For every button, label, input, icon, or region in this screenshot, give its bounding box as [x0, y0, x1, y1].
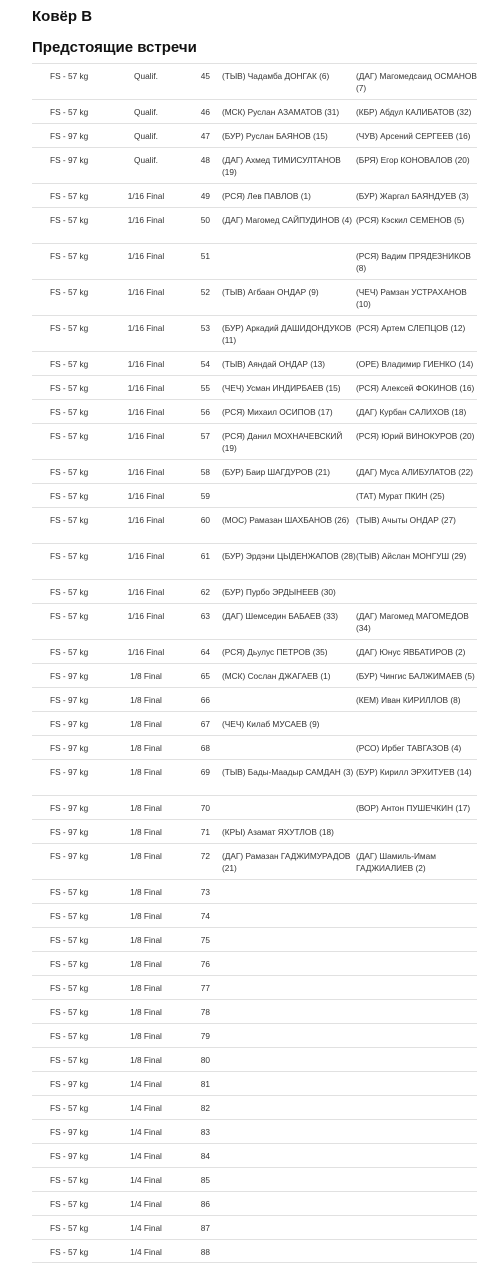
bout-number: 51: [200, 251, 210, 261]
bout-number: 70: [200, 803, 210, 813]
bout-number: 79: [200, 1031, 210, 1041]
weight-category: FS - 57 kg: [50, 107, 89, 117]
red-corner-athlete: (РСЯ) Михаил ОСИПОВ (17): [222, 407, 333, 417]
bout-row[interactable]: [32, 207, 477, 243]
bout-round: 1/4 Final: [130, 1175, 162, 1185]
bout-row[interactable]: [32, 1095, 477, 1119]
bout-round: 1/4 Final: [130, 1103, 162, 1113]
bout-row[interactable]: [32, 99, 477, 123]
bout-row[interactable]: [32, 579, 477, 603]
blue-corner-athlete: (РСО) Ирбег ТАВГАЗОВ (4): [356, 743, 462, 753]
bout-round: 1/16 Final: [127, 431, 165, 441]
bout-number: 61: [200, 551, 210, 561]
bout-row[interactable]: [32, 687, 477, 711]
bout-row[interactable]: [32, 1191, 477, 1215]
blue-corner-athlete: (БУР) Чингис БАЛЖИМАЕВ (5): [356, 671, 475, 681]
red-corner-athlete: (ДАГ) Шемседин БАБАЕВ (33): [222, 611, 339, 621]
bout-row[interactable]: [32, 375, 477, 399]
bout-number: 67: [200, 719, 210, 729]
bout-round: 1/16 Final: [127, 611, 165, 621]
bout-number: 50: [200, 215, 210, 225]
weight-category: FS - 57 kg: [50, 587, 89, 597]
weight-category: FS - 97 kg: [50, 695, 89, 705]
bout-row[interactable]: [32, 879, 477, 903]
bout-round: 1/8 Final: [130, 887, 162, 897]
bout-number: 60: [200, 515, 210, 525]
bout-number: 83: [200, 1127, 210, 1137]
red-corner-athlete: (МСК) Руслан АЗАМАТОВ (31): [222, 107, 340, 117]
bout-round: 1/4 Final: [130, 1223, 162, 1233]
blue-corner-athlete: (ВОР) Антон ПУШЕЧКИН (17): [356, 803, 471, 813]
bout-number: 81: [200, 1079, 210, 1089]
bout-number: 58: [200, 467, 210, 477]
bout-number: 56: [200, 407, 210, 417]
red-corner-athlete: (ТЫВ) Аяндай ОНДАР (13): [222, 359, 325, 369]
red-corner-athlete: (ДАГ) Рамазан ГАДЖИМУРАДОВ (21): [222, 851, 351, 873]
weight-category: FS - 57 kg: [50, 1031, 89, 1041]
blue-corner-athlete: (ТАТ) Мурат ПКИН (25): [356, 491, 445, 501]
red-corner-athlete: (ТЫВ) Агбаан ОНДАР (9): [222, 287, 319, 297]
blue-corner-athlete: (РСЯ) Алексей ФОКИНОВ (16): [356, 383, 475, 393]
bout-round: Qualif.: [134, 71, 158, 81]
weight-category: FS - 57 kg: [50, 191, 89, 201]
upcoming-bouts-heading: Предстоящие встречи: [32, 39, 197, 56]
weight-category: FS - 57 kg: [50, 983, 89, 993]
bout-number: 65: [200, 671, 210, 681]
bout-round: 1/8 Final: [130, 911, 162, 921]
bout-row[interactable]: [32, 1239, 477, 1263]
bout-round: 1/16 Final: [127, 647, 165, 657]
bout-round: 1/8 Final: [130, 1055, 162, 1065]
weight-category: FS - 57 kg: [50, 407, 89, 417]
bout-round: 1/8 Final: [130, 959, 162, 969]
bout-round: 1/8 Final: [130, 983, 162, 993]
weight-category: FS - 57 kg: [50, 1199, 89, 1209]
bout-row[interactable]: [32, 927, 477, 951]
bout-round: 1/8 Final: [130, 851, 162, 861]
red-corner-athlete: (КРЫ) Азамат ЯХУТЛОВ (18): [222, 827, 334, 837]
weight-category: FS - 57 kg: [50, 551, 89, 561]
red-corner-athlete: (ДАГ) Ахмед ТИМИСУЛТАНОВ (19): [222, 155, 341, 177]
mat-title: Ковёр B: [32, 8, 93, 25]
weight-category: FS - 57 kg: [50, 323, 89, 333]
bout-number: 76: [200, 959, 210, 969]
bout-round: 1/8 Final: [130, 719, 162, 729]
bout-round: 1/16 Final: [127, 359, 165, 369]
blue-corner-athlete: (ДАГ) Магомедсаид ОСМАНОВ (7): [356, 71, 477, 93]
weight-category: FS - 97 kg: [50, 1151, 89, 1161]
bout-round: 1/16 Final: [127, 215, 165, 225]
bout-number: 54: [200, 359, 210, 369]
blue-corner-athlete: (ДАГ) Курбан САЛИХОВ (18): [356, 407, 467, 417]
bout-round: Qualif.: [134, 131, 158, 141]
bout-round: 1/4 Final: [130, 1127, 162, 1137]
bout-number: 87: [200, 1223, 210, 1233]
blue-corner-athlete: (РСЯ) Кэскил СЕМЕНОВ (5): [356, 215, 465, 225]
bout-number: 72: [200, 851, 210, 861]
bout-round: 1/8 Final: [130, 803, 162, 813]
bout-round: 1/8 Final: [130, 1007, 162, 1017]
bout-number: 45: [200, 71, 210, 81]
bout-number: 69: [200, 767, 210, 777]
bout-number: 71: [200, 827, 210, 837]
bout-row[interactable]: [32, 603, 477, 639]
bout-round: 1/16 Final: [127, 467, 165, 477]
bout-number: 62: [200, 587, 210, 597]
weight-category: FS - 97 kg: [50, 851, 89, 861]
red-corner-athlete: (ЧЕЧ) Килаб МУСАЕВ (9): [222, 719, 320, 729]
bout-round: 1/16 Final: [127, 251, 165, 261]
bout-round: Qualif.: [134, 107, 158, 117]
weight-category: FS - 97 kg: [50, 827, 89, 837]
bout-number: 82: [200, 1103, 210, 1113]
bout-row[interactable]: [32, 975, 477, 999]
bout-round: 1/8 Final: [130, 671, 162, 681]
bout-round: 1/16 Final: [127, 515, 165, 525]
weight-category: FS - 57 kg: [50, 1103, 89, 1113]
bout-number: 47: [200, 131, 210, 141]
bout-round: 1/4 Final: [130, 1247, 162, 1257]
bout-number: 59: [200, 491, 210, 501]
bout-round: 1/8 Final: [130, 767, 162, 777]
red-corner-athlete: (РСЯ) Дьулус ПЕТРОВ (35): [222, 647, 328, 657]
bout-row[interactable]: [32, 1023, 477, 1047]
bout-number: 77: [200, 983, 210, 993]
bout-number: 78: [200, 1007, 210, 1017]
bout-number: 46: [200, 107, 210, 117]
red-corner-athlete: (МОС) Рамазан ШАХБАНОВ (26): [222, 515, 350, 525]
weight-category: FS - 97 kg: [50, 1127, 89, 1137]
bout-number: 75: [200, 935, 210, 945]
bout-row[interactable]: [32, 903, 477, 927]
bout-row[interactable]: [32, 351, 477, 375]
blue-corner-athlete: (БРЯ) Егор КОНОВАЛОВ (20): [356, 155, 470, 165]
weight-category: FS - 57 kg: [50, 71, 89, 81]
bout-round: 1/16 Final: [127, 407, 165, 417]
red-corner-athlete: (БУР) Пурбо ЭРДЫНЕЕВ (30): [222, 587, 336, 597]
bout-round: 1/16 Final: [127, 323, 165, 333]
bout-row[interactable]: [32, 1143, 477, 1167]
bout-round: 1/4 Final: [130, 1079, 162, 1089]
bout-row[interactable]: [32, 819, 477, 843]
bout-round: 1/8 Final: [130, 827, 162, 837]
blue-corner-athlete: (БУР) Кирилл ЭРХИТУЕВ (14): [356, 767, 472, 777]
blue-corner-athlete: (ЧУВ) Арсений СЕРГЕЕВ (16): [356, 131, 471, 141]
weight-category: FS - 57 kg: [50, 467, 89, 477]
bouts-table: [32, 63, 477, 1263]
blue-corner-athlete: (БУР) Жаргал БАЯНДУЕВ (3): [356, 191, 469, 201]
bout-row[interactable]: [32, 711, 477, 735]
bout-round: 1/8 Final: [130, 743, 162, 753]
bout-number: 55: [200, 383, 210, 393]
bout-row[interactable]: [32, 243, 477, 279]
weight-category: FS - 97 kg: [50, 767, 89, 777]
bout-number: 66: [200, 695, 210, 705]
bout-row[interactable]: [32, 843, 477, 879]
blue-corner-athlete: (ДАГ) Юнус ЯВБАТИРОВ (2): [356, 647, 466, 657]
blue-corner-athlete: (ТЫВ) Айслан МОНГУШ (29): [356, 551, 467, 561]
bout-row[interactable]: [32, 147, 477, 183]
bout-row[interactable]: [32, 663, 477, 687]
bout-row[interactable]: [32, 543, 477, 579]
weight-category: FS - 57 kg: [50, 935, 89, 945]
bout-number: 73: [200, 887, 210, 897]
weight-category: FS - 97 kg: [50, 1079, 89, 1089]
blue-corner-athlete: (РСЯ) Юрий ВИНОКУРОВ (20): [356, 431, 475, 441]
bout-number: 88: [200, 1247, 210, 1257]
weight-category: FS - 97 kg: [50, 803, 89, 813]
weight-category: FS - 57 kg: [50, 431, 89, 441]
weight-category: FS - 57 kg: [50, 287, 89, 297]
weight-category: FS - 57 kg: [50, 959, 89, 969]
bout-row[interactable]: [32, 1047, 477, 1071]
bout-number: 86: [200, 1199, 210, 1209]
weight-category: FS - 57 kg: [50, 491, 89, 501]
bout-row[interactable]: [32, 1071, 477, 1095]
bout-round: 1/16 Final: [127, 587, 165, 597]
bout-row[interactable]: [32, 315, 477, 351]
bout-row[interactable]: [32, 423, 477, 459]
weight-category: FS - 57 kg: [50, 611, 89, 621]
bout-number: 49: [200, 191, 210, 201]
red-corner-athlete: (ТЫВ) Бады-Маадыр САМДАН (3): [222, 767, 354, 777]
red-corner-athlete: (ТЫВ) Чадамба ДОНГАК (6): [222, 71, 330, 81]
bout-round: 1/8 Final: [130, 695, 162, 705]
bout-round: Qualif.: [134, 155, 158, 165]
bout-row[interactable]: [32, 1167, 477, 1191]
bout-row[interactable]: [32, 795, 477, 819]
bout-row[interactable]: [32, 951, 477, 975]
bout-number: 74: [200, 911, 210, 921]
blue-corner-athlete: (КБР) Абдул КАЛИБАТОВ (32): [356, 107, 472, 117]
bout-round: 1/16 Final: [127, 191, 165, 201]
bout-row[interactable]: [32, 399, 477, 423]
bout-number: 64: [200, 647, 210, 657]
blue-corner-athlete: (РСЯ) Вадим ПРЯДЕЗНИКОВ (8): [356, 251, 471, 273]
blue-corner-athlete: (ДАГ) Магомед МАГОМЕДОВ (34): [356, 611, 469, 633]
bout-number: 57: [200, 431, 210, 441]
bout-number: 63: [200, 611, 210, 621]
bout-number: 68: [200, 743, 210, 753]
blue-corner-athlete: (ДАГ) Шамиль-Имам ГАДЖИАЛИЕВ (2): [356, 851, 436, 873]
weight-category: FS - 57 kg: [50, 1055, 89, 1065]
red-corner-athlete: (БУР) Эрдэни ЦЫДЕНЖАПОВ (28): [222, 551, 356, 561]
red-corner-athlete: (БУР) Баир ШАГДУРОВ (21): [222, 467, 330, 477]
bout-row[interactable]: [32, 63, 477, 99]
bout-row[interactable]: [32, 1215, 477, 1239]
weight-category: FS - 57 kg: [50, 251, 89, 261]
bout-row[interactable]: [32, 279, 477, 315]
bout-round: 1/16 Final: [127, 287, 165, 297]
bout-number: 80: [200, 1055, 210, 1065]
blue-corner-athlete: (ДАГ) Муса АЛИБУЛАТОВ (22): [356, 467, 474, 477]
bout-row[interactable]: [32, 183, 477, 207]
blue-corner-athlete: (ОРЕ) Владимир ГИЕНКО (14): [356, 359, 474, 369]
weight-category: FS - 57 kg: [50, 911, 89, 921]
blue-corner-athlete: (ЧЕЧ) Рамзан УСТРАХАНОВ (10): [356, 287, 467, 309]
weight-category: FS - 57 kg: [50, 1223, 89, 1233]
bout-row[interactable]: [32, 999, 477, 1023]
bout-round: 1/8 Final: [130, 1031, 162, 1041]
weight-category: FS - 57 kg: [50, 383, 89, 393]
weight-category: FS - 57 kg: [50, 887, 89, 897]
bout-number: 84: [200, 1151, 210, 1161]
bout-number: 53: [200, 323, 210, 333]
blue-corner-athlete: (ТЫВ) Ачыты ОНДАР (27): [356, 515, 456, 525]
weight-category: FS - 97 kg: [50, 671, 89, 681]
bout-row[interactable]: [32, 507, 477, 543]
bout-round: 1/16 Final: [127, 383, 165, 393]
weight-category: FS - 57 kg: [50, 215, 89, 225]
bout-round: 1/16 Final: [127, 551, 165, 561]
weight-category: FS - 57 kg: [50, 359, 89, 369]
bout-row[interactable]: [32, 639, 477, 663]
bout-round: 1/4 Final: [130, 1151, 162, 1161]
bout-row[interactable]: [32, 459, 477, 483]
red-corner-athlete: (РСЯ) Данил МОХНАЧЕВСКИЙ (19): [222, 431, 343, 453]
weight-category: FS - 57 kg: [50, 1247, 89, 1257]
bout-row[interactable]: [32, 759, 477, 795]
weight-category: FS - 57 kg: [50, 515, 89, 525]
red-corner-athlete: (БУР) Руслан БАЯНОВ (15): [222, 131, 328, 141]
bout-row[interactable]: [32, 123, 477, 147]
red-corner-athlete: (МСК) Сослан ДЖАГАЕВ (1): [222, 671, 331, 681]
weight-category: FS - 57 kg: [50, 647, 89, 657]
bout-round: 1/4 Final: [130, 1199, 162, 1209]
bout-row[interactable]: [32, 735, 477, 759]
red-corner-athlete: (РСЯ) Лев ПАВЛОВ (1): [222, 191, 311, 201]
bout-row[interactable]: [32, 483, 477, 507]
weight-category: FS - 57 kg: [50, 1007, 89, 1017]
blue-corner-athlete: (КЕМ) Иван КИРИЛЛОВ (8): [356, 695, 461, 705]
bout-number: 52: [200, 287, 210, 297]
bout-number: 48: [200, 155, 210, 165]
red-corner-athlete: (ЧЕЧ) Усман ИНДИРБАЕВ (15): [222, 383, 341, 393]
bout-round: 1/8 Final: [130, 935, 162, 945]
weight-category: FS - 97 kg: [50, 719, 89, 729]
weight-category: FS - 57 kg: [50, 1175, 89, 1185]
red-corner-athlete: (ДАГ) Магомед САЙПУДИНОВ (4): [222, 215, 353, 225]
weight-category: FS - 97 kg: [50, 155, 89, 165]
bout-row[interactable]: [32, 1119, 477, 1143]
bout-number: 85: [200, 1175, 210, 1185]
blue-corner-athlete: (РСЯ) Артем СЛЕПЦОВ (12): [356, 323, 466, 333]
weight-category: FS - 97 kg: [50, 131, 89, 141]
bout-round: 1/16 Final: [127, 491, 165, 501]
red-corner-athlete: (БУР) Аркадий ДАШИДОНДУКОВ (11): [222, 323, 352, 345]
weight-category: FS - 97 kg: [50, 743, 89, 753]
